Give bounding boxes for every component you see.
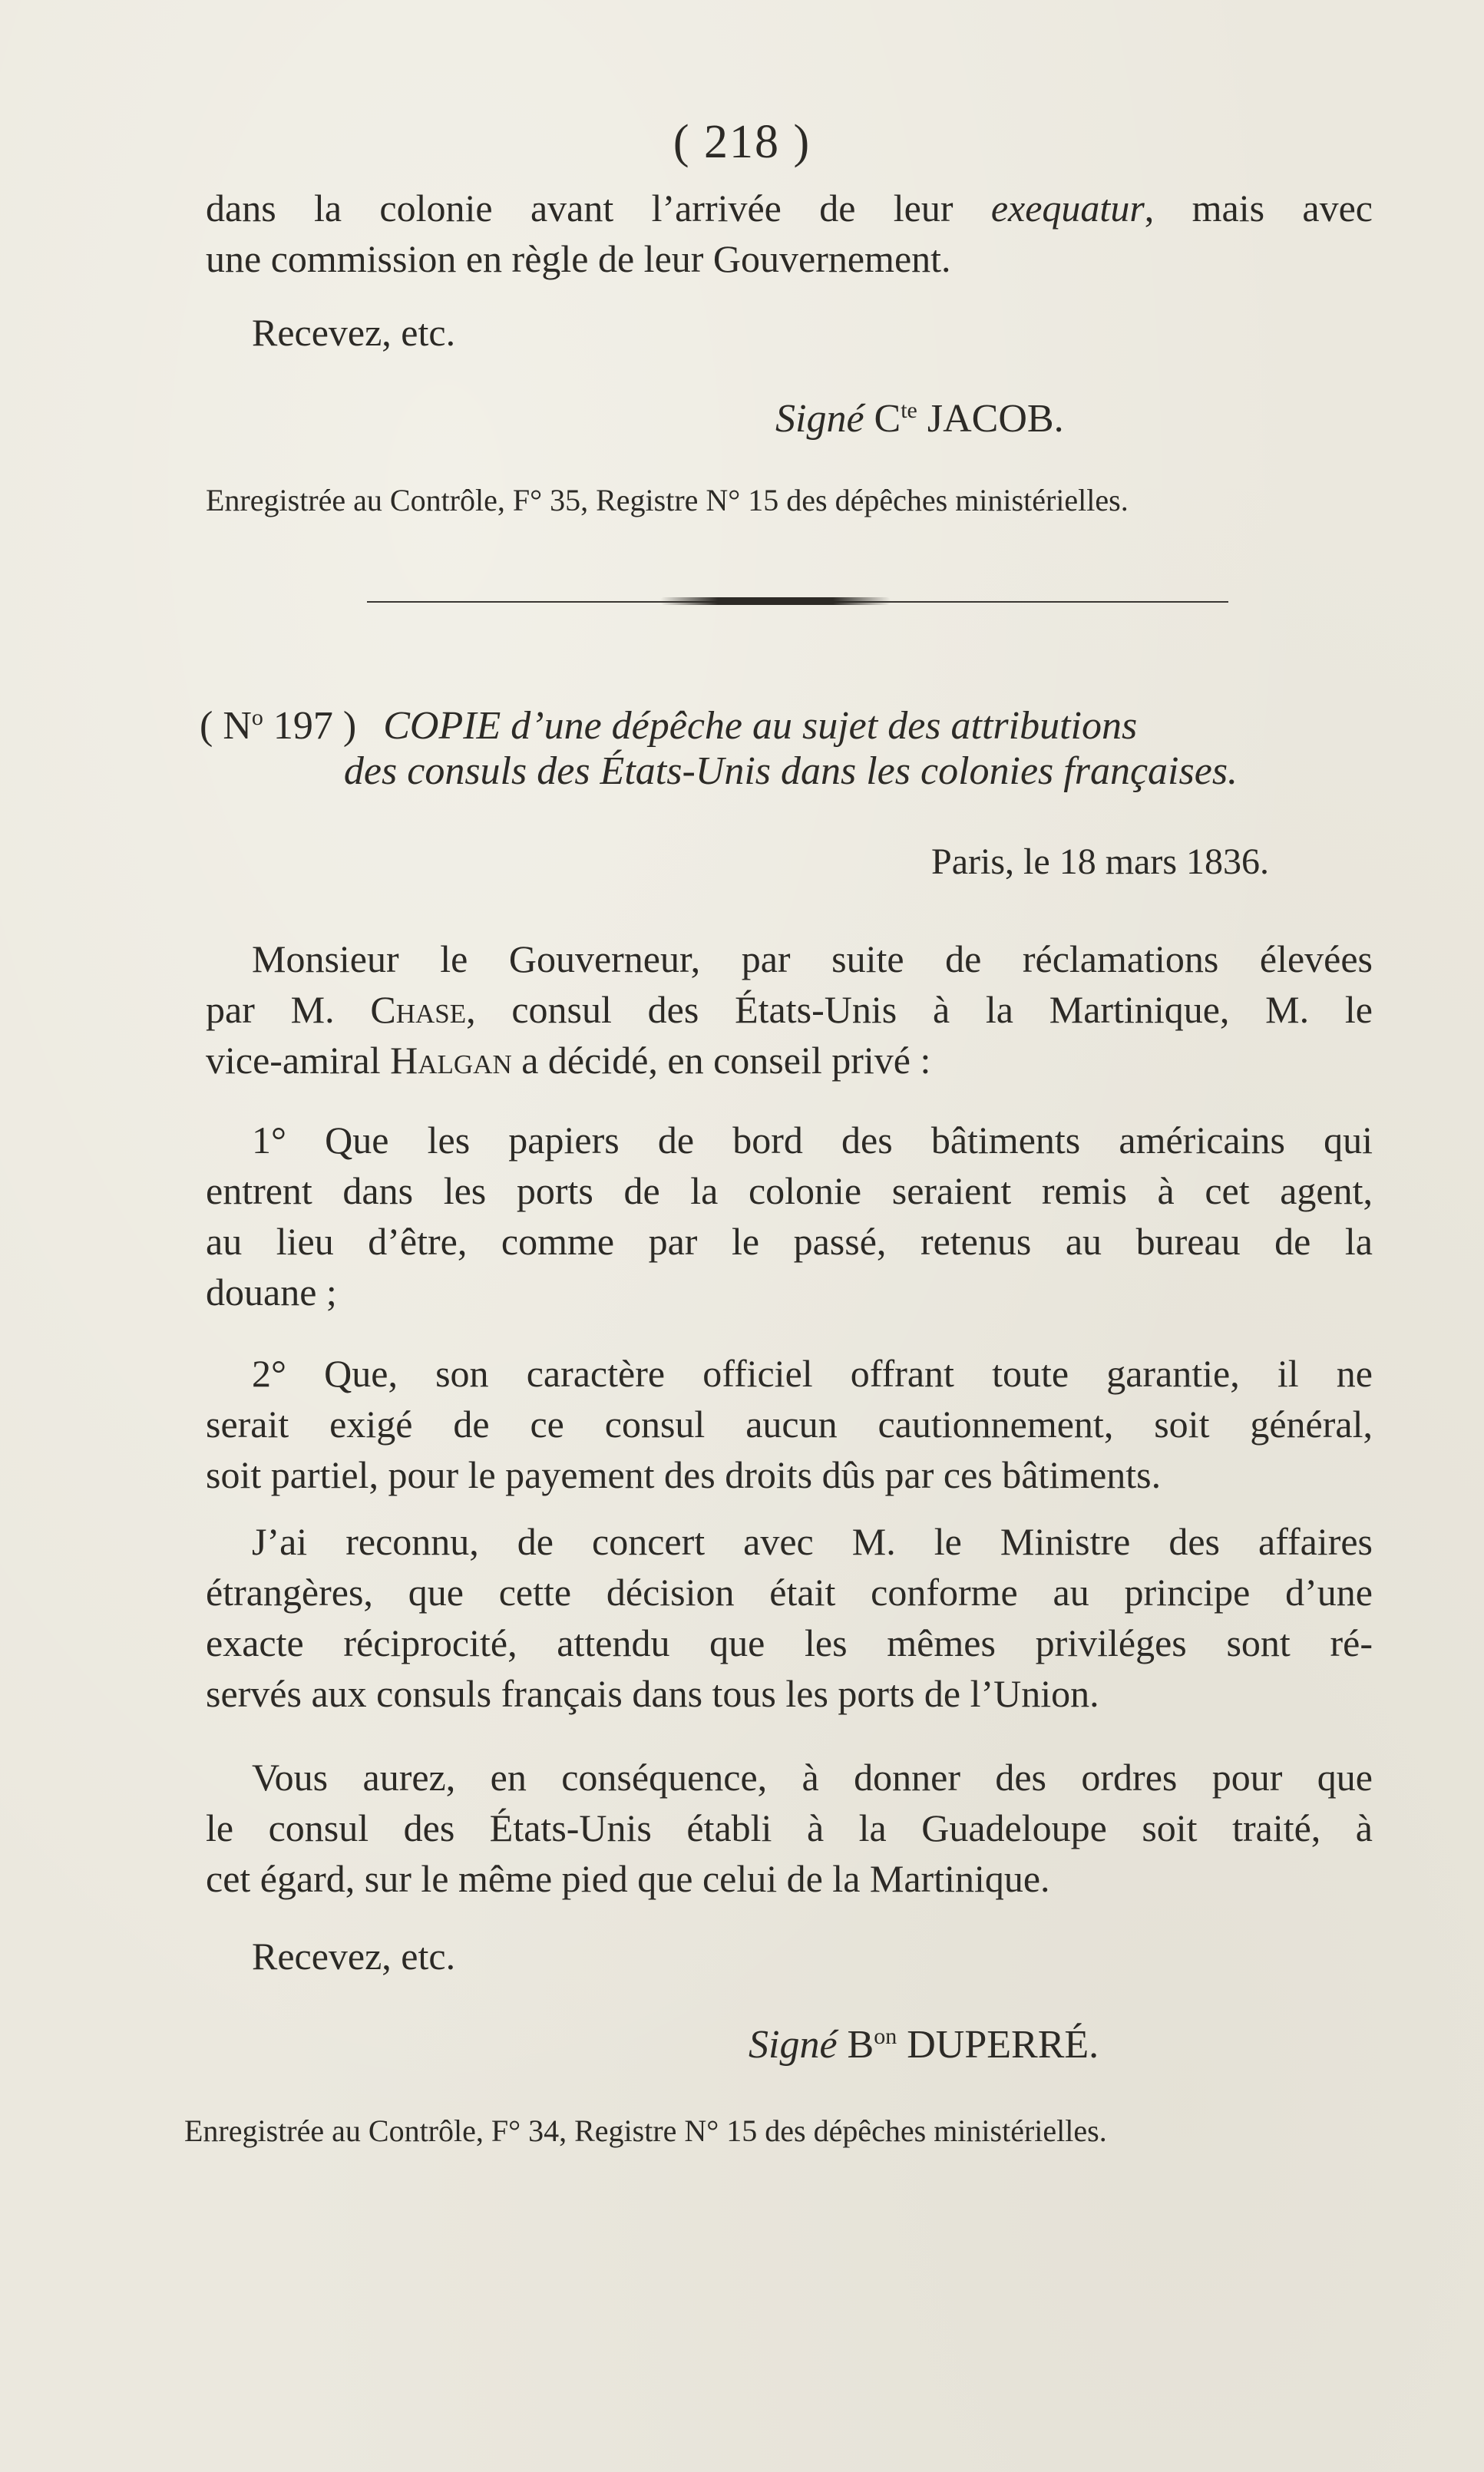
name-chase: Chase bbox=[370, 988, 467, 1031]
signature-duperre: Signé $B^{on}$ DUPERRÉ. bbox=[749, 2023, 1099, 2067]
signature-signe: Signé bbox=[775, 397, 864, 441]
italic-term: exequatur bbox=[990, 187, 1145, 230]
registry-note-1: Enregistrée au Contrôle, F° 35, Registre N° 15 des dépêches ministérielles. bbox=[206, 483, 1129, 517]
document-title-line-1: COPIE d’une dépêche au sujet des attributions bbox=[383, 704, 1138, 748]
closing-salutation: Recevez, etc. bbox=[252, 311, 456, 354]
document-number: ( $N^o$ 197 ) bbox=[200, 704, 357, 748]
name-halgan: Halgan bbox=[390, 1039, 512, 1082]
closing-salutation-2: Recevez, etc. bbox=[252, 1935, 456, 1978]
continuation-paragraph bbox=[206, 183, 1373, 284]
signature-title: B bbox=[847, 2023, 874, 2067]
paragraph-intro: Monsieur le Gouverneur, par suite de réclamations élevées par M. Chase, consul des États-Unis à la Martinique, M. le vice-amiral Halgan a décidé, en conseil privé : bbox=[206, 937, 1373, 1082]
registry-note-2: Enregistrée au Contrôle, F° 34, Registre N° 15 des dépêches ministérielles. bbox=[184, 2113, 1107, 2148]
signature-signe: Signé bbox=[749, 2023, 838, 2067]
paragraph-reciprocity: J’ai reconnu, de concert avec M. le Ministre des affaires étrangères, que cette décision était conforme au principe d’une exacte réciprocité, attendu que les mêmes priviléges sont ré- servés aux consuls français dans tous les ports de l’Union. bbox=[206, 1520, 1373, 1715]
signature-name: JACOB. bbox=[927, 397, 1064, 441]
dateline: Paris, le 18 mars 1836. bbox=[931, 841, 1269, 882]
signature-name: DUPERRÉ. bbox=[907, 2023, 1099, 2067]
paragraph-point-1: 1° Que les papiers de bord des bâtiments américains qui entrent dans les ports de la colonie seraient remis à cet agent, au lieu d’être, comme par le passé, retenus au bureau de la douane ; bbox=[206, 1119, 1373, 1314]
signature-jacob: Signé $C^{te}$ JACOB. bbox=[775, 397, 1064, 441]
document-title-line-2: des consuls des États-Unis dans les colonies françaises. bbox=[343, 749, 1238, 793]
paragraph-orders: Vous aurez, en conséquence, à donner des ordres pour que le consul des États-Unis établi à la Guadeloupe soit traité, à cet égard, sur le même pied que celui de la Martinique. bbox=[206, 1756, 1373, 1900]
text-line: une commission en règle de leur Gouvernement. bbox=[206, 237, 951, 280]
text-line: dans la colonie avant l’arrivée de leur exequatur, mais avec bbox=[206, 187, 1373, 230]
paragraph-point-2: 2° Que, son caractère officiel offrant toute garantie, il ne serait exigé de ce consul aucun cautionnement, soit général, soit partiel, pour le payement des droits dûs par ces bâtiments. bbox=[206, 1352, 1373, 1496]
section-divider-ornament bbox=[660, 597, 891, 605]
signature-title: C bbox=[874, 397, 901, 441]
document-heading bbox=[200, 691, 1382, 798]
page-number: ( 218 ) bbox=[673, 116, 811, 168]
